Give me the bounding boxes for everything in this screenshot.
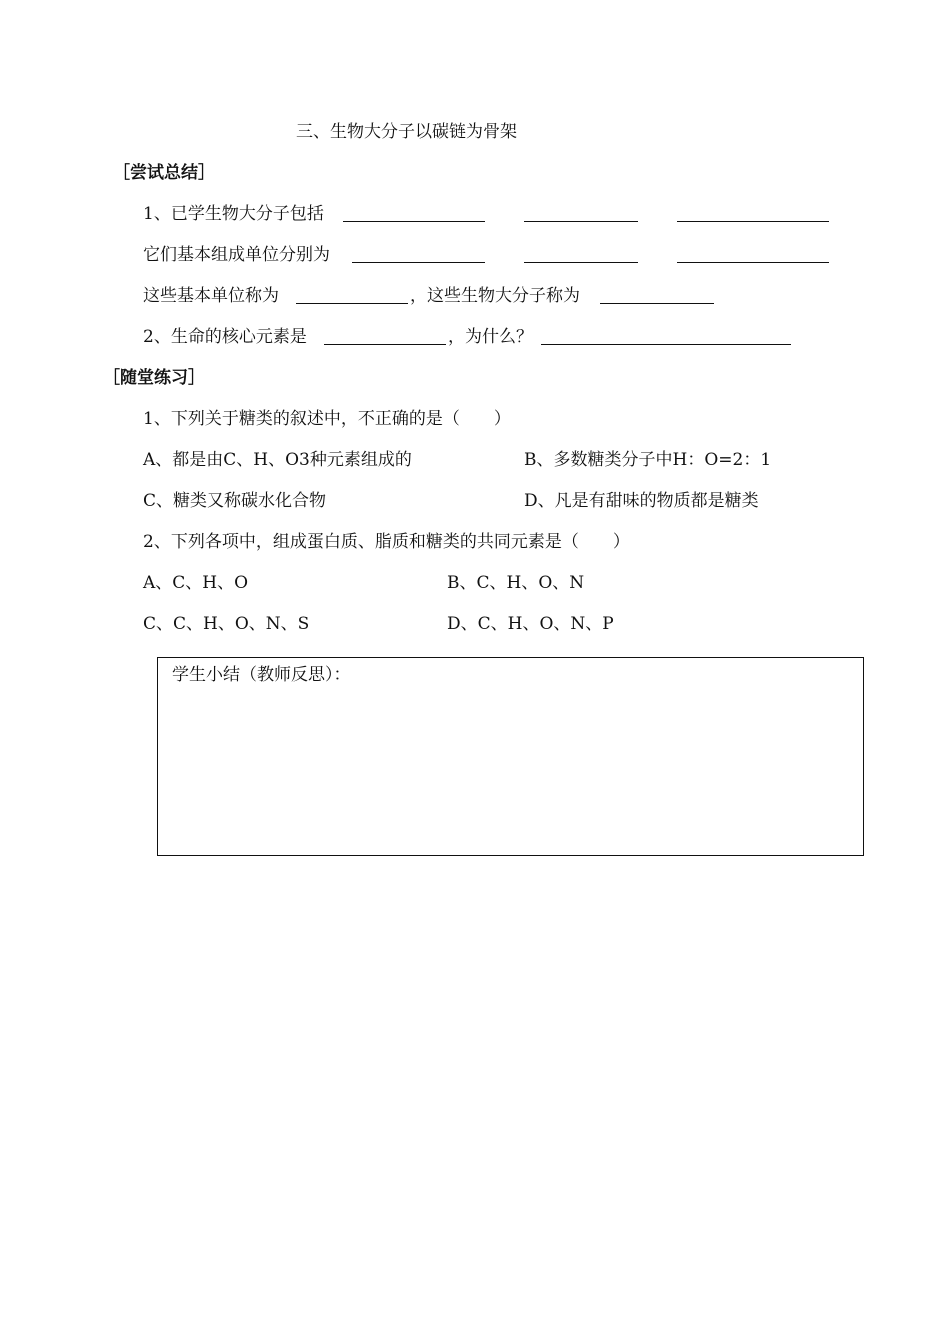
answer-blank[interactable] bbox=[541, 344, 791, 345]
q2-prefix: 2、生命的核心元素是 bbox=[143, 327, 307, 347]
option-2c[interactable]: C、C、H、O、N、S bbox=[143, 614, 310, 634]
practice-header: ［随堂练习］ bbox=[103, 368, 205, 388]
practice-question-1: 1、下列关于糖类的叙述中，不正确的是（ ） bbox=[143, 409, 511, 429]
q2-suffix: ，为什么？ bbox=[448, 327, 533, 347]
section-title: 三、生物大分子以碳链为骨架 bbox=[296, 122, 517, 142]
answer-blank[interactable] bbox=[524, 221, 638, 222]
option-1c[interactable]: C、糖类又称碳水化合物 bbox=[143, 491, 327, 511]
option-2d[interactable]: D、C、H、O、N、P bbox=[447, 614, 614, 634]
q1-line3-b: ，这些生物大分子称为 bbox=[410, 286, 580, 306]
answer-blank[interactable] bbox=[677, 262, 829, 263]
reflection-label: 学生小结（教师反思）： bbox=[172, 665, 351, 685]
answer-blank[interactable] bbox=[677, 221, 829, 222]
answer-blank[interactable] bbox=[343, 221, 485, 222]
answer-blank[interactable] bbox=[296, 303, 408, 304]
reflection-box[interactable] bbox=[157, 657, 864, 856]
answer-blank[interactable] bbox=[324, 344, 446, 345]
option-1d[interactable]: D、凡是有甜味的物质都是糖类 bbox=[524, 491, 759, 511]
answer-blank[interactable] bbox=[352, 262, 485, 263]
option-2b[interactable]: B、C、H、O、N bbox=[447, 573, 585, 593]
answer-blank[interactable] bbox=[600, 303, 714, 304]
option-2a[interactable]: A、C、H、O bbox=[143, 573, 249, 593]
q1-line3-a: 这些基本单位称为 bbox=[143, 286, 279, 306]
summary-header: ［尝试总结］ bbox=[113, 163, 215, 183]
q1-line2: 它们基本组成单位分别为 bbox=[143, 245, 330, 265]
practice-question-2: 2、下列各项中，组成蛋白质、脂质和糖类的共同元素是（ ） bbox=[143, 532, 630, 552]
answer-blank[interactable] bbox=[524, 262, 638, 263]
option-1a[interactable]: A、都是由C、H、O3种元素组成的 bbox=[143, 450, 412, 470]
option-1b[interactable]: B、多数糖类分子中H：O=2：1 bbox=[524, 450, 772, 470]
q1-intro: 1、已学生物大分子包括 bbox=[143, 204, 324, 224]
